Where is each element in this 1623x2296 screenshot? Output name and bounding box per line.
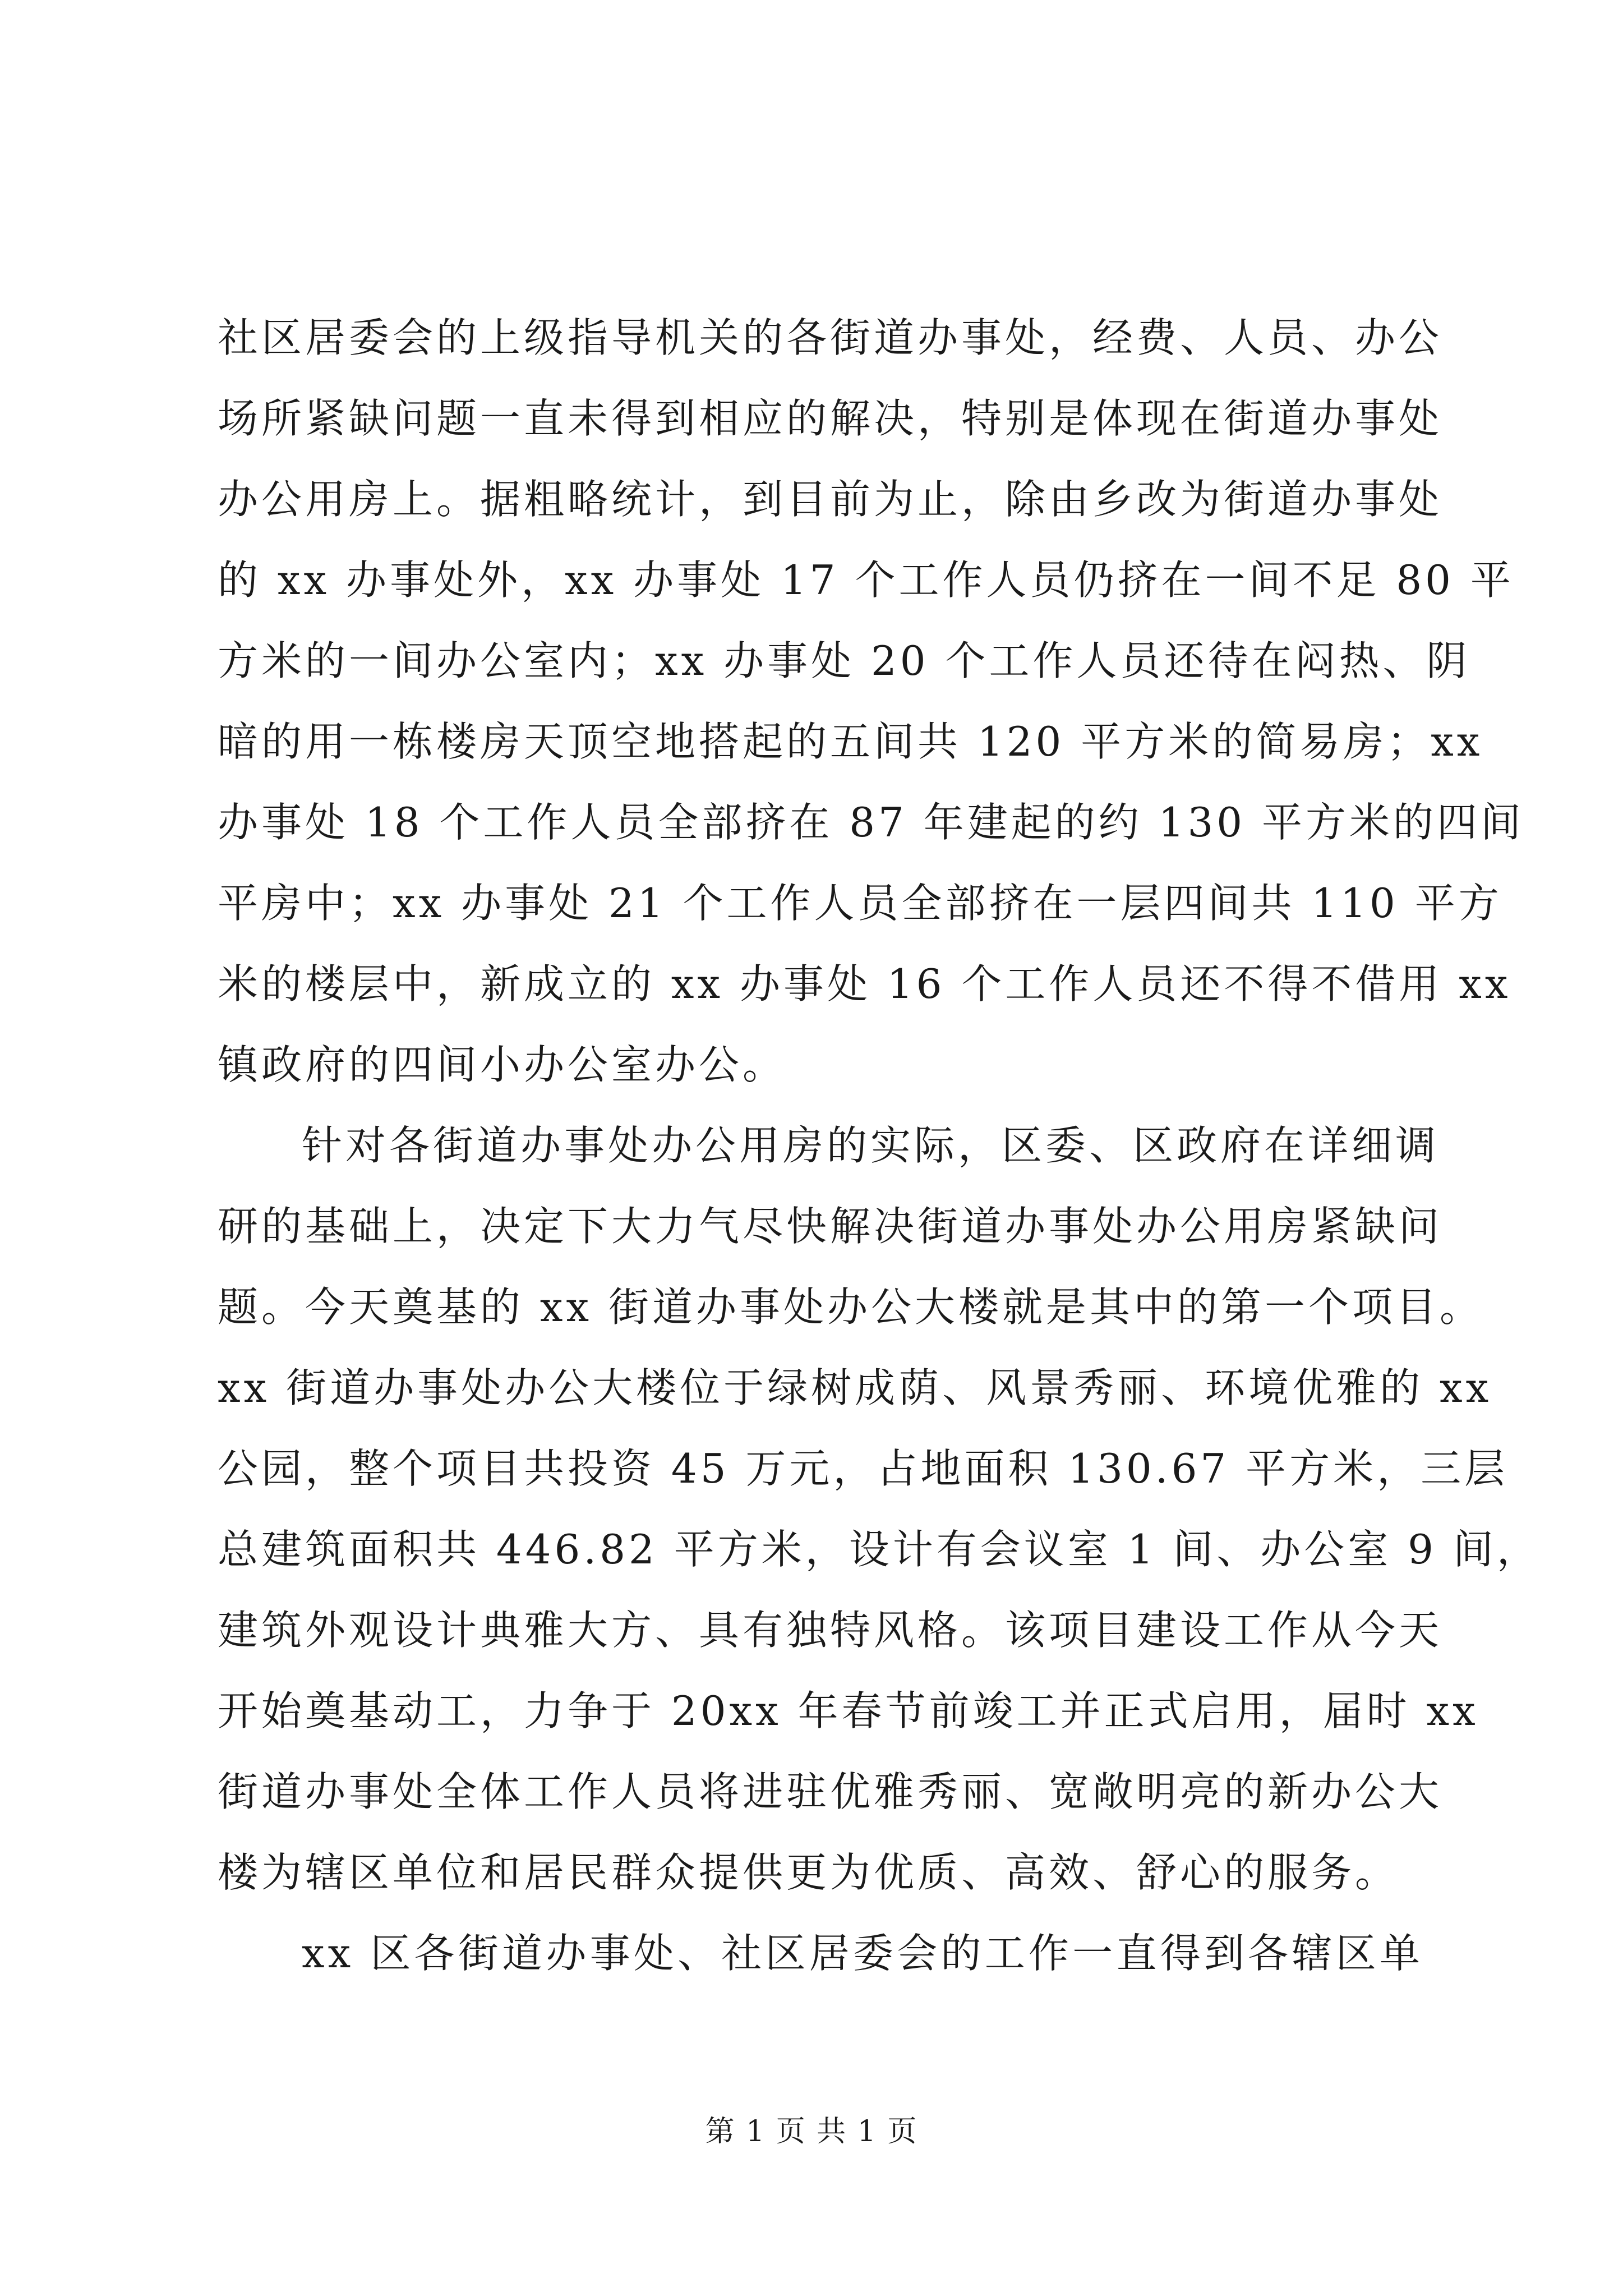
- text-line: 研的基础上，决定下大力气尽快解决街道办事处办公用房紧缺问: [218, 1203, 1443, 1250]
- text-line: 开始奠基动工，力争于 20xx 年春节前竣工并正式启用，届时 xx: [218, 1687, 1479, 1734]
- text-line: 楼为辖区单位和居民群众提供更为优质、高效、舒心的服务。: [218, 1849, 1399, 1896]
- text-line: 场所紧缺问题一直未得到相应的解决，特别是体现在街道办事处: [218, 395, 1443, 442]
- text-line: 社区居委会的上级指导机关的各街道办事处，经费、人员、办公: [218, 314, 1443, 361]
- text-line: 针对各街道办事处办公用房的实际，区委、区政府在详细调: [302, 1122, 1440, 1169]
- text-line: 方米的一间办公室内；xx 办事处 20 个工作人员还待在闷热、阴: [218, 637, 1470, 684]
- text-line: 公园，整个项目共投资 45 万元，占地面积 130.67 平方米，三层: [218, 1445, 1509, 1492]
- text-line: 的 xx 办事处外，xx 办事处 17 个工作人员仍挤在一间不足 80 平: [218, 556, 1514, 604]
- text-line: 平房中；xx 办事处 21 个工作人员全部挤在一层四间共 110 平方: [218, 880, 1502, 927]
- text-line: 建筑外观设计典雅大方、具有独特风格。该项目建设工作从今天: [218, 1607, 1443, 1654]
- text-line: xx 街道办事处办公大楼位于绿树成荫、风景秀丽、环境优雅的 xx: [218, 1364, 1492, 1411]
- text-line: 暗的用一栋楼房天顶空地搭起的五间共 120 平方米的简易房；xx: [218, 718, 1483, 765]
- text-line: 办事处 18 个工作人员全部挤在 87 年建起的约 130 平方米的四间: [218, 799, 1524, 846]
- text-line: 题。今天奠基的 xx 街道办事处办公大楼就是其中的第一个项目。: [218, 1283, 1483, 1331]
- text-line: 办公用房上。据粗略统计，到目前为止，除由乡改为街道办事处: [218, 476, 1443, 523]
- text-line: 街道办事处全体工作人员将进驻优雅秀丽、宽敞明亮的新办公大: [218, 1768, 1443, 1815]
- page-footer: 第 1 页 共 1 页: [705, 2115, 918, 2148]
- text-line: 镇政府的四间小办公室办公。: [218, 1041, 787, 1088]
- text-line: xx 区各街道办事处、社区居委会的工作一直得到各辖区单: [302, 1930, 1423, 1977]
- text-line: 米的楼层中，新成立的 xx 办事处 16 个工作人员还不得不借用 xx: [218, 960, 1511, 1007]
- document-body: [218, 297, 1541, 1994]
- text-line: 总建筑面积共 446.82 平方米，设计有会议室 1 间、办公室 9 间，: [218, 1526, 1541, 1573]
